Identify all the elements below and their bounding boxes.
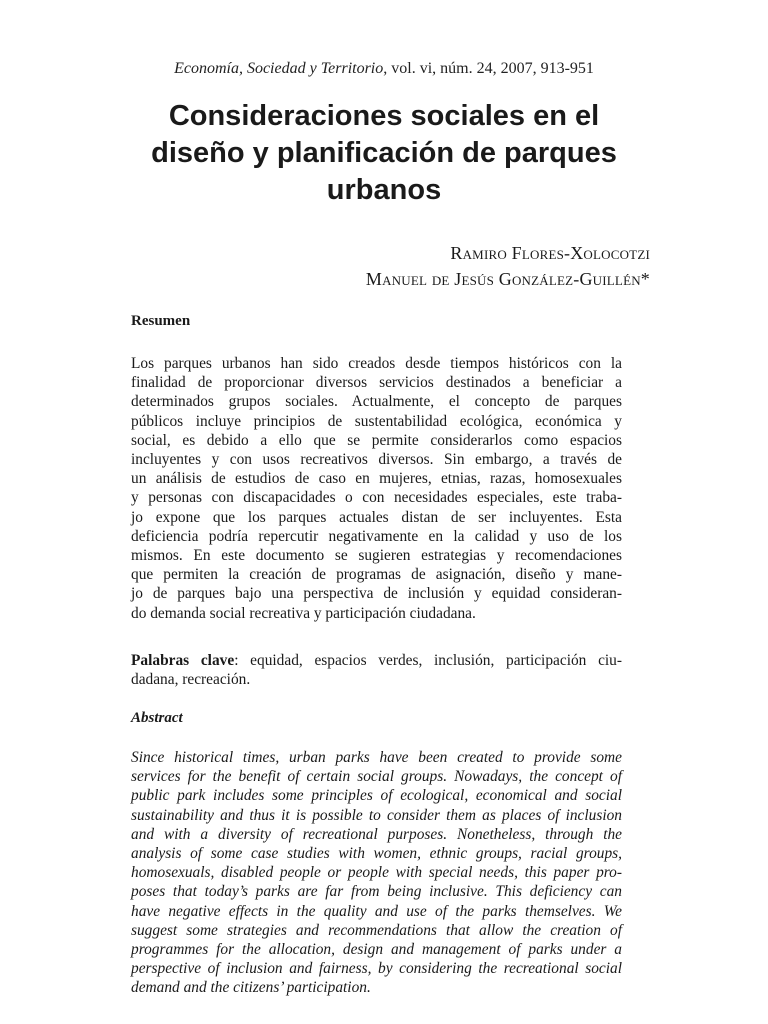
author-list	[130, 240, 650, 292]
resumen-line: social, es debido a ello que se permite considerarlos como espacios	[131, 431, 622, 449]
abstract-line: suggest some strategies and recommendations that allow the creation of	[131, 921, 622, 939]
resumen-line: finalidad de proporcionar diversos servicios destinados a beneficiar a	[131, 374, 622, 392]
resumen-line: jo de parques bajo una perspectiva de inclusión y equidad consideran-	[131, 585, 622, 603]
resumen-line: Los parques urbanos han sido creados desde tiempos históricos con la	[131, 355, 622, 372]
article-title	[95, 98, 673, 209]
author-1: Ramiro Flores-Xolocotzi	[450, 243, 650, 263]
keywords-text-2: dadana, recreación.	[131, 671, 251, 689]
journal-citation	[0, 60, 768, 78]
resumen-line: mismos. En este documento se sugieren estrategias y recomendaciones	[131, 547, 622, 565]
abstract-heading: Abstract	[131, 710, 183, 726]
keywords-block	[131, 651, 622, 689]
abstract-line: public park includes some principles of ecological, economical and social	[131, 787, 622, 805]
citation-details: , vol. vi, núm. 24, 2007, 913-951	[383, 60, 594, 77]
abstract-line: Since historical times, urban parks have been created to provide some	[131, 749, 622, 766]
abstract-text	[131, 748, 622, 998]
abstract-line: programmes for the allocation, design and management of parks under a	[131, 941, 622, 959]
title-line-1: Consideraciones sociales en el	[168, 100, 600, 132]
resumen-line: determinados grupos sociales. Actualmente, el concepto de parques	[131, 393, 622, 411]
resumen-line: que permiten la creación de programas de asignación, diseño y mane-	[131, 566, 622, 584]
abstract-heading-block	[131, 709, 622, 728]
journal-name: Economía, Sociedad y Territorio	[174, 60, 384, 77]
resumen-line: y personas con discapacidades o con necesidades especiales, este traba-	[131, 489, 622, 507]
resumen-line: deficiencia podría repercutir negativamente en la calidad y uso de los	[131, 527, 622, 545]
keywords-label: Palabras clave	[131, 652, 235, 669]
abstract-line: analysis of some case studies with women, ethnic groups, racial groups,	[131, 845, 622, 863]
abstract-line: perspective of inclusion and fairness, by considering the recreational social	[131, 960, 622, 978]
resumen-line: incluyentes y con usos recreativos diversos. Sin embargo, a través de	[131, 451, 622, 469]
resumen-text	[131, 354, 622, 623]
abstract-line: services for the benefit of certain social groups. Nowadays, the concept of	[131, 768, 622, 786]
abstract-line: poses that today’s parks are far from being inclusive. This deficiency can	[131, 883, 622, 901]
resumen-heading-block	[131, 312, 622, 331]
abstract-line: demand and the citizens’ participation.	[131, 979, 371, 997]
resumen-line: do demanda social recreativa y participación ciudadana.	[131, 604, 476, 622]
abstract-line: have negative effects in the quality and use of the parks themselves. We	[131, 902, 622, 920]
resumen-line: un análisis de estudios de caso en mujeres, etnias, razas, homosexuales	[131, 470, 622, 488]
title-line-2: diseño y planificación de parques	[151, 137, 617, 169]
keywords-text: : equidad, espacios verdes, inclusión, participación ciu-	[234, 652, 622, 669]
title-line-3: urbanos	[326, 174, 442, 206]
abstract-line: homosexuals, disabled people or people with special needs, this paper pro-	[131, 864, 622, 882]
resumen-heading: Resumen	[131, 313, 191, 329]
abstract-line: and with a diversity of recreational purposes. Nonetheless, through the	[131, 825, 622, 843]
resumen-line: públicos incluye principios de sustentabilidad ecológica, económica y	[131, 412, 622, 430]
resumen-line: jo expone que los parques actuales distan de ser incluyentes. Esta	[131, 508, 622, 526]
author-2: Manuel de Jesús González-Guillén*	[365, 269, 650, 289]
abstract-line: sustainability and thus it is possible to consider them as places of inclusion	[131, 806, 622, 824]
